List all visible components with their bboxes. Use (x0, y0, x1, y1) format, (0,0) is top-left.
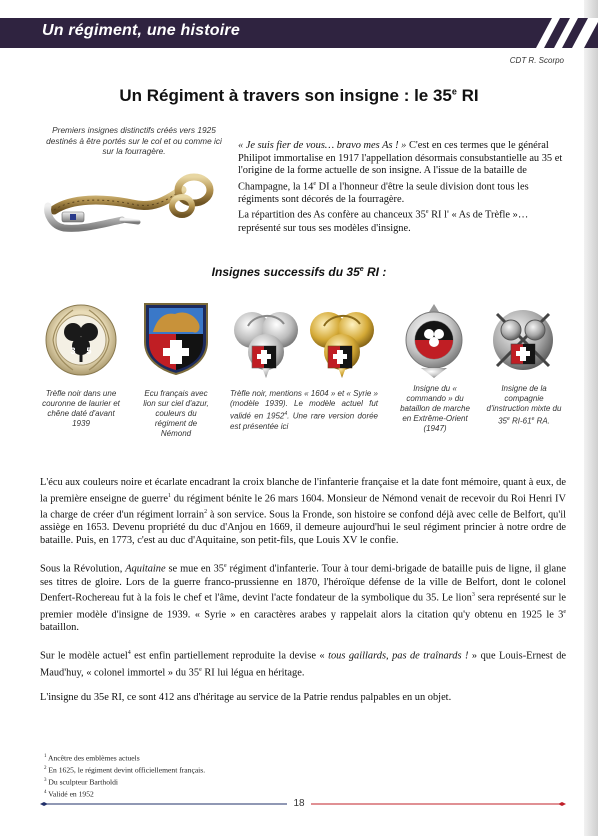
section-subtitle: Insignes successifs du 35e RI : (211, 265, 387, 279)
svg-text:3: 3 (70, 346, 76, 356)
body-paragraph: Sur le modèle actuel$^4$ est enfin partiellement reproduite la devise « tous gaillards, pas de traînards ! » que Louis-Ernest de Maud'huy, « colonel immortel » du 35e RI lui légua en héritage. (40, 650, 566, 679)
insignia-shield-lion (143, 302, 209, 376)
footnote: $^3$ Du sculpteur Bartholdi (44, 777, 119, 787)
header-stripes (518, 18, 598, 48)
intro-paragraph: « Je suis fier de vous… bravo mes As ! » C'est en ces termes que le général Philipot immortalise en 1917 l'appellation désormais consubstantielle au 35 et l'origine de la forme actuelle de son insigne. A l'issue de la bataille de Champagne, la 14e DI a l'honneur d'être la seule division dont tous les régiments sont décorés de la fourragère. (238, 140, 563, 205)
intro-paragraph: La répartition des As confère au chanceux 35e RI l' « As de Trèfle »… représenté sur tous ses modèles d'insigne. (238, 209, 529, 234)
insignia-commando (403, 302, 465, 380)
section-title: Un régiment, une histoire (42, 22, 240, 39)
insignia-instruction-company (487, 302, 559, 380)
insignia-silver-clover (230, 302, 302, 380)
insignia-caption-4: Insigne du « commando » du bataillon de marche en Extrême-Orient (1947) (400, 384, 470, 433)
insignia-caption-5: Insigne de la compagnie d'instruction mixte du 35e RI-61e RA. (486, 384, 562, 426)
author: CDT R. Scorpo (509, 56, 564, 65)
intro-text (238, 140, 566, 235)
page-edge (584, 0, 598, 836)
insignia-caption-2: Ecu français avec lion sur ciel d'azur, couleurs du régiment de Némond (143, 389, 209, 438)
footnote: $^2$ En 1625, le régiment devint officiellement français. (44, 765, 206, 775)
body-text (40, 477, 566, 718)
body-paragraph: L'écu aux couleurs noire et écarlate encadrant la croix blanche de l'infanterie française et la date font mémoire, quant à eux, de la première enseigne de guerre$^1$ du régiment bénite le 26 mars 1604. Monsieur de Némond venait de recevoir du Roi Henri IV la charge de créer d'un régiment lorrain$^2$ à son service. Sous la Fronde, son histoire se confond déjà avec celle de Belfort, qu'il assiège en 1653. Devenu propriété du duc d'Anjou en 1669, il demeure aujourd'hui le seul régiment princier à notre ordre de bataille. Puis, en 1773, c'est au duc d'Aquitaine, son petit-fils, que Louis XV le confie. (40, 477, 566, 547)
page-title: Un Régiment à travers son insigne : le 35e RI (119, 86, 479, 105)
insignia-caption-1: Trèfle noir dans une couronne de laurier et chêne daté d'avant 1939 (42, 389, 120, 428)
page-number: 18 (0, 798, 598, 809)
svg-text:5: 5 (86, 346, 92, 356)
insignia-caption-3: Trèfle noir, mentions « 1604 » et « Syrie » (modèle 1939). Le modèle actuel fut validé en 1952$^4$. Une rare version dorée est présentée ici (230, 389, 379, 431)
body-paragraph: Sous la Révolution, Aquitaine se mue en 35e régiment d'infanterie. Tour à tour demi-brigade de bataille puis de ligne, il glane ses titres de gloire. Lors de la guerre franco-prussienne en 1870, l'héroïque défense de la ville de Belfort, dont le colonel Denfert-Rochereau fut à la fois le chef et l'âme, devint l'acte fondateur de la symbolique du 35. Le lion$^3$ sera représenté sur le premier modèle d'insigne de 1939. « Syrie » en caractères arabes y rappelait alors la citation qu'y obtenu en 1925 le 3e bataillon. (40, 563, 566, 634)
insignia-wreath-clover (43, 302, 119, 378)
insignia-gold-clover (306, 302, 378, 380)
footnote: $^1$ Ancêtre des emblèmes actuels (44, 753, 140, 763)
footnotes (44, 752, 205, 800)
fourragere-caption: Premiers insignes distinctifs créés vers 1925 destinés à être portés sur le col et ou comme ici sur la fourragère. (46, 125, 222, 156)
footnote: $^4$ Validé en 1952 (44, 789, 94, 799)
body-paragraph: L'insigne du 35e RI, ce sont 412 ans d'héritage au service de la Patrie rendus palpables en un objet. (40, 692, 452, 704)
fourragere-image (42, 168, 222, 240)
